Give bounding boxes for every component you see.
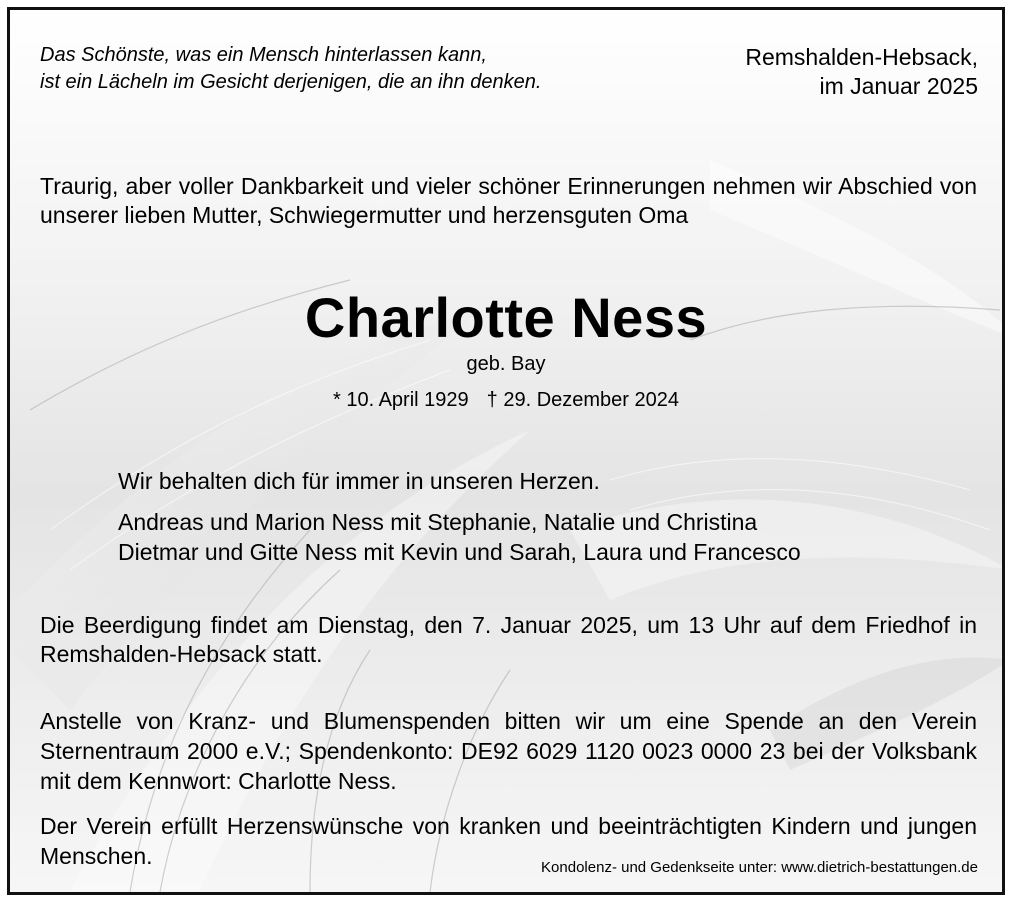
maiden-name: geb. Bay: [466, 353, 546, 375]
funeral-info: Die Beerdigung findet am Dienstag, den 7. Januar 2025, um 13 Uhr auf dem Friedhof in Remshalden-Hebsack statt.: [40, 612, 977, 667]
condolence-link[interactable]: Kondolenz- und Gedenkseite unter: www.dietrich-bestattungen.de: [541, 859, 978, 876]
obituary-notice: [7, 7, 1005, 895]
family-signatures: [118, 507, 801, 567]
death-date: † 29. Dezember 2024: [486, 389, 679, 411]
motto-quote: [40, 42, 541, 96]
motto-line-1: Das Schönste, was ein Mensch hinterlassen kann,: [40, 44, 487, 66]
donation-info: Anstelle von Kranz- und Blumenspenden bitten wir um eine Spende an den Verein Sternentraum 2000 e.V.; Spendenkonto: DE92 6029 1120 0023 0000 23 bei der Volksbank mit dem Kennwort: Charlotte Ness.: [40, 708, 977, 794]
date: im Januar 2025: [819, 73, 978, 99]
place: Remshalden-Hebsack,: [745, 44, 978, 70]
intro-paragraph: Traurig, aber voller Dankbarkeit und vieler schöner Erinnerungen nehmen wir Abschied von unserer lieben Mutter, Schwiegermutter und herzensguten Oma: [40, 173, 977, 228]
deceased-name: Charlotte Ness: [304, 286, 708, 349]
family-line-1: Andreas und Marion Ness mit Stephanie, Natalie und Christina: [118, 509, 758, 535]
place-and-date: [745, 43, 978, 101]
association-info: Der Verein erfüllt Herzenswünsche von kranken und beeinträchtigten Kindern und jungen Menschen.: [40, 813, 977, 869]
family-line-2: Dietmar und Gitte Ness mit Kevin und Sarah, Laura und Francesco: [118, 539, 801, 565]
remembrance-line: Wir behalten dich für immer in unseren Herzen.: [118, 468, 600, 494]
motto-line-2: ist ein Lächeln im Gesicht derjenigen, die an ihn denken.: [40, 71, 542, 93]
birth-date: * 10. April 1929: [333, 389, 469, 411]
life-dates: [10, 387, 1002, 413]
